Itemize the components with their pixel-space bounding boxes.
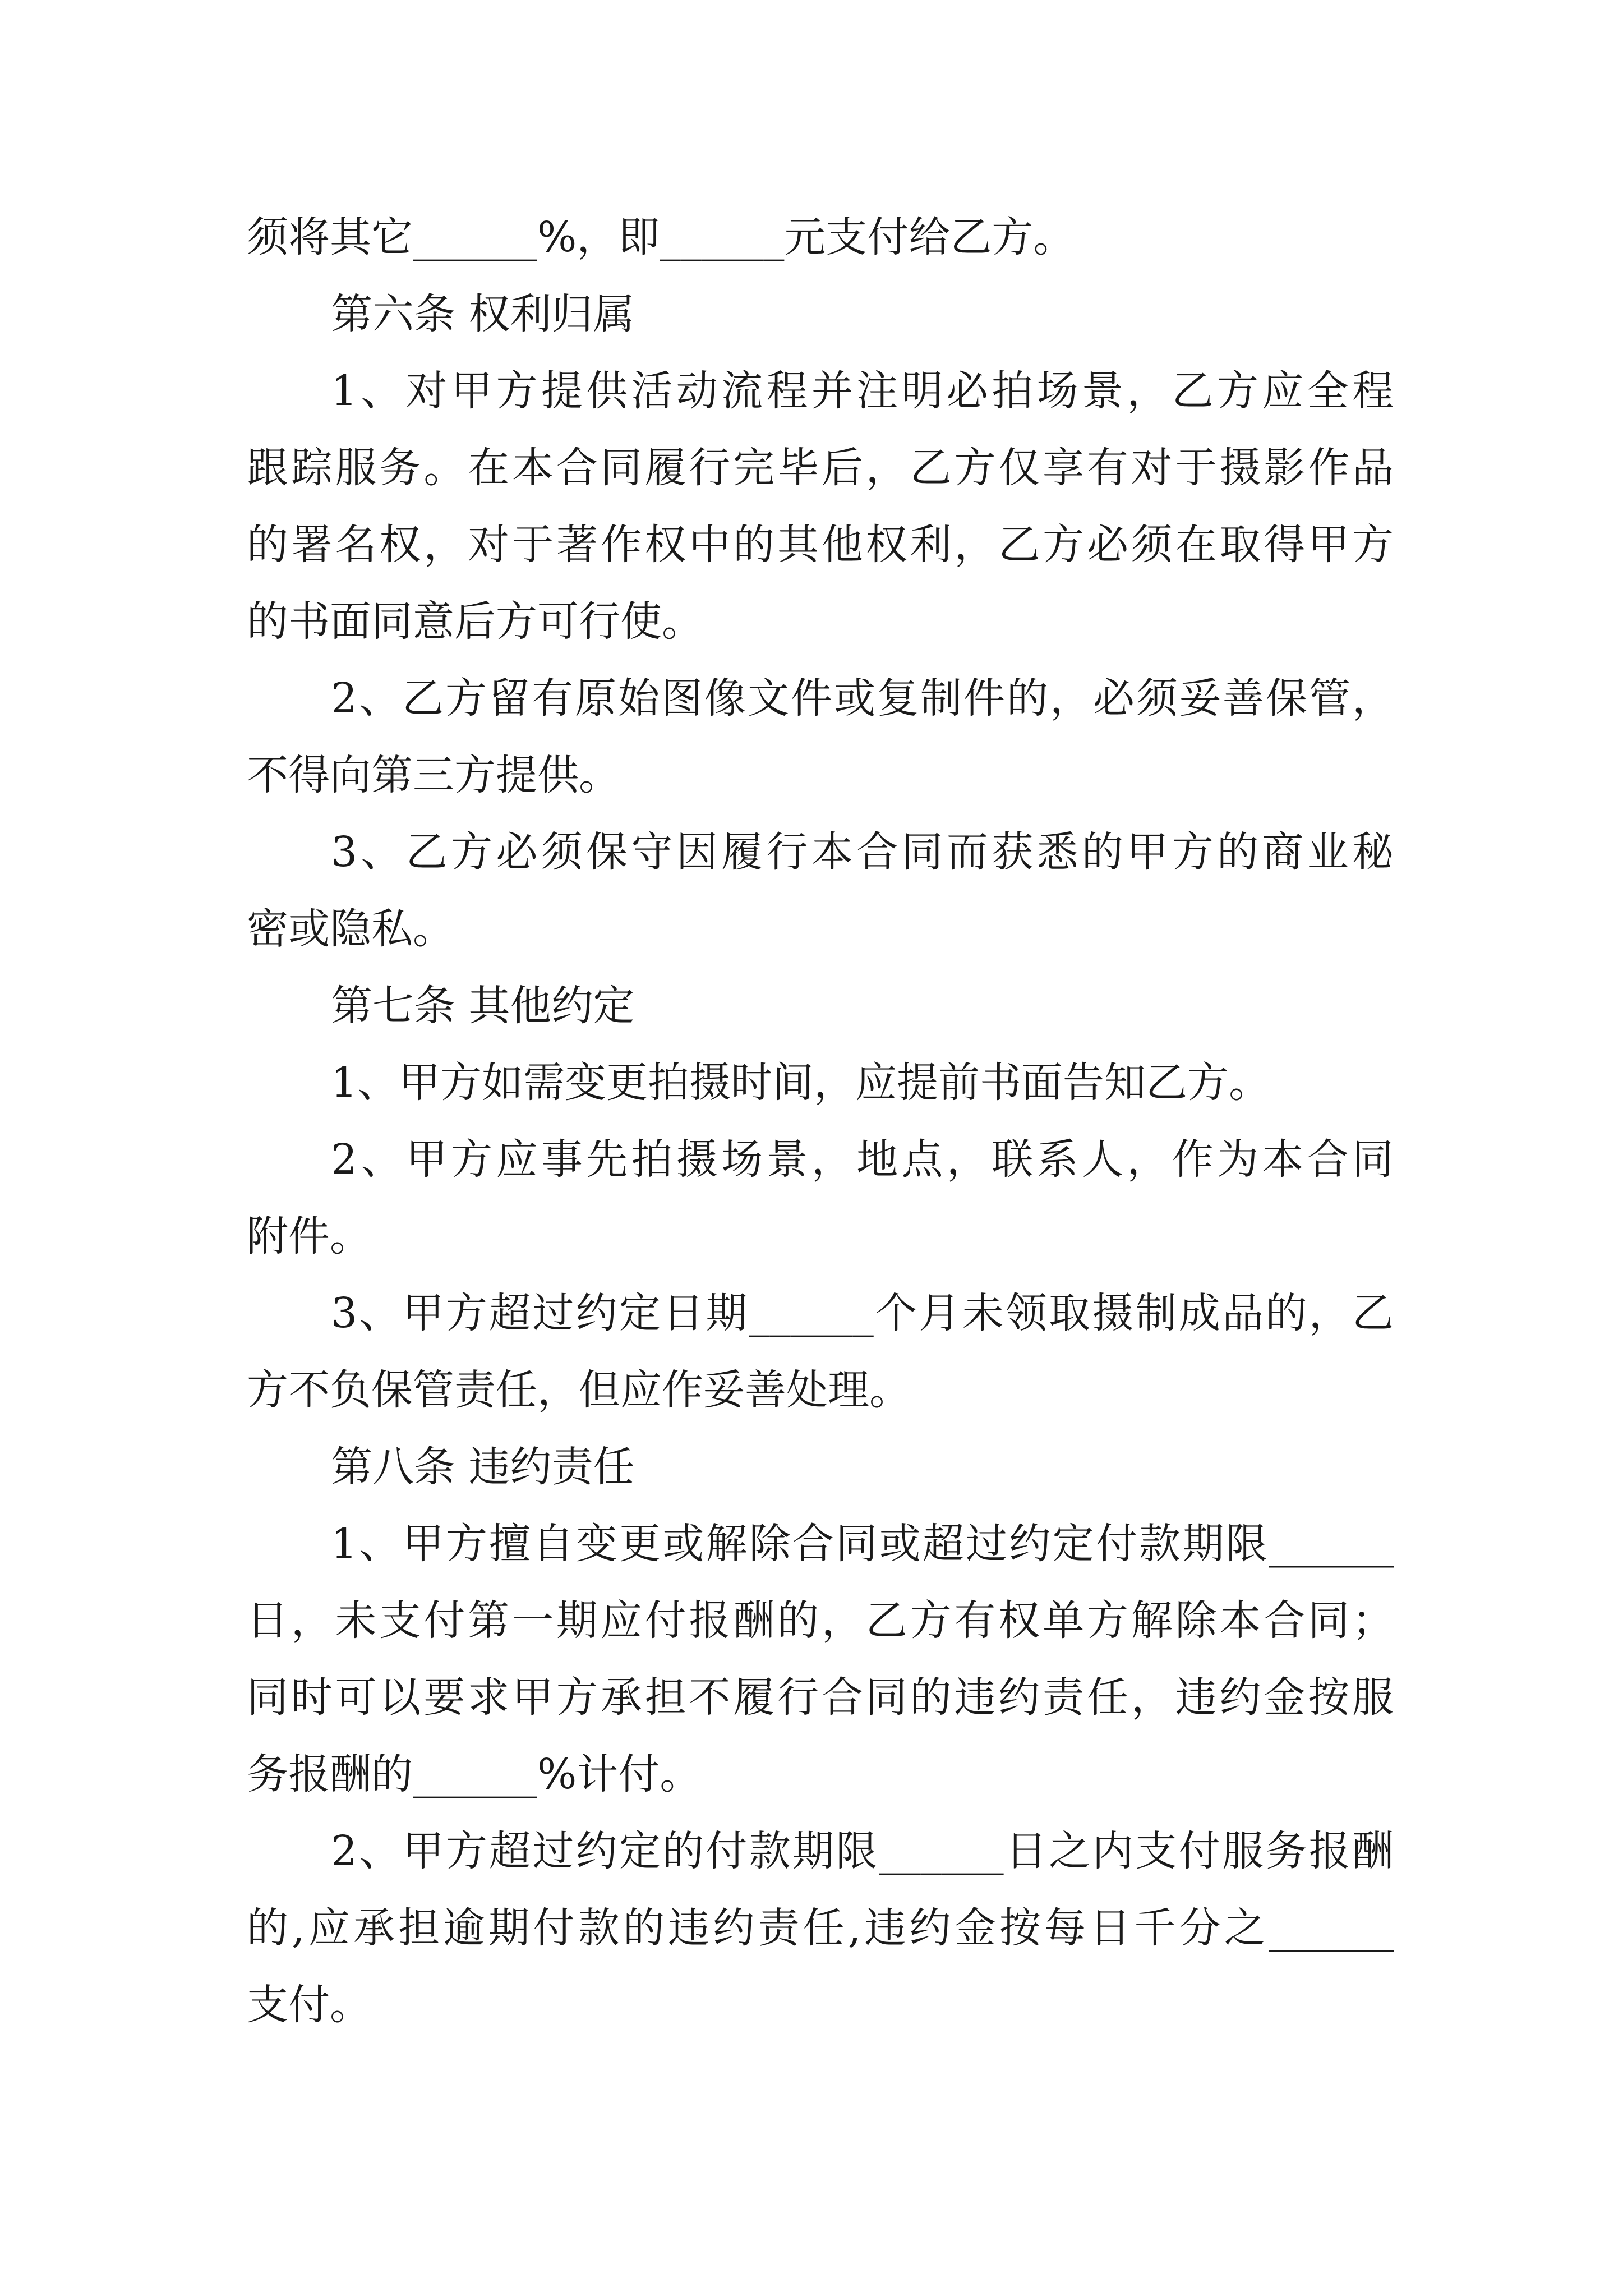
text-line: 须将其它______%，即______元支付给乙方。 <box>247 213 1075 261</box>
text-line: 3、乙方必须保守因履行本合同而获悉的甲方的商业秘 <box>331 828 1394 876</box>
text-line: 1、对甲方提供活动流程并注明必拍场景，乙方应全程 <box>331 367 1394 415</box>
text-line: 支付。 <box>247 1981 371 2029</box>
text-line: 密或隐私。 <box>247 905 454 953</box>
text-line: 同时可以要求甲方承担不履行合同的违约责任，违约金按服 <box>247 1673 1394 1722</box>
text-line: 第八条 违约责任 <box>331 1443 635 1491</box>
text-line: 跟踪服务。在本合同履行完毕后，乙方仅享有对于摄影作品 <box>247 444 1394 492</box>
text-line: 不得向第三方提供。 <box>247 751 620 799</box>
text-line: 日，未支付第一期应付报酬的，乙方有权单方解除本合同； <box>247 1596 1394 1645</box>
text-line: 第六条 权利归属 <box>331 290 635 338</box>
text-line: 的书面同意后方可行使。 <box>247 597 703 646</box>
text-line: 的,应承担逾期付款的违约责任,违约金按每日千分之______ <box>247 1904 1394 1952</box>
text-line: 2、甲方超过约定的付款期限______日之内支付服务报酬 <box>331 1827 1394 1875</box>
text-line: 2、乙方留有原始图像文件或复制件的，必须妥善保管， <box>331 674 1394 723</box>
text-line: 务报酬的______%计付。 <box>247 1750 702 1798</box>
text-line: 方不负保管责任，但应作妥善处理。 <box>247 1366 911 1414</box>
text-line: 1、甲方擅自变更或解除合同或超过约定付款期限______ <box>331 1520 1394 1568</box>
text-line: 1、甲方如需变更拍摄时间，应提前书面告知乙方。 <box>331 1059 1271 1107</box>
text-line: 3、甲方超过约定日期______个月未领取摄制成品的，乙 <box>331 1289 1394 1337</box>
text-line: 的署名权，对于著作权中的其他权利，乙方必须在取得甲方 <box>247 521 1394 569</box>
text-line: 2、甲方应事先拍摄场景，地点，联系人，作为本合同 <box>331 1135 1394 1184</box>
text-line: 附件。 <box>247 1212 371 1260</box>
document-body <box>247 199 1394 2044</box>
text-line: 第七条 其他约定 <box>331 982 635 1030</box>
